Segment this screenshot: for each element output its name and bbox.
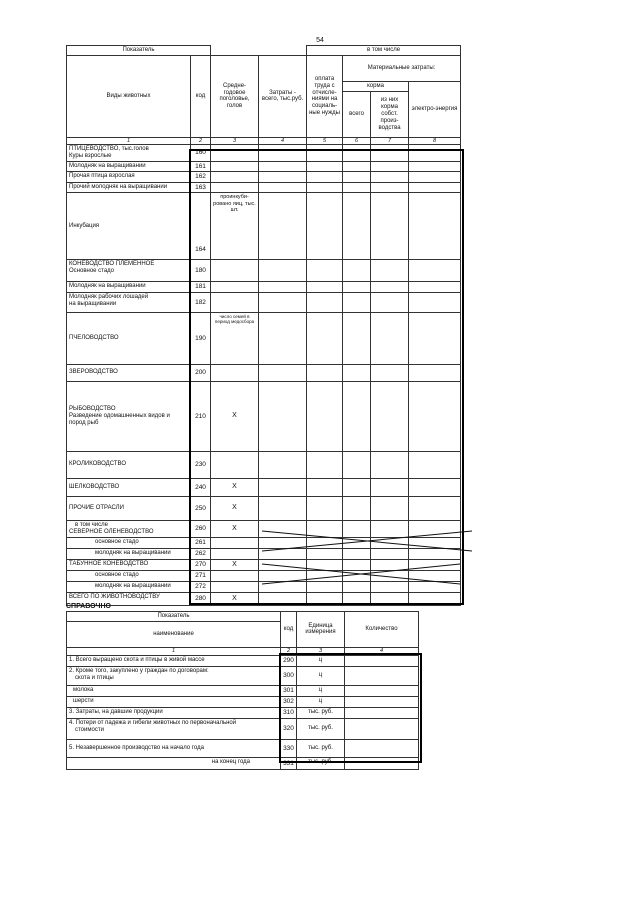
including-header: в том числе <box>307 46 461 56</box>
row-label: Молодняк на выращивании <box>67 161 191 171</box>
indicator-header: Показатель <box>67 46 211 56</box>
table-row <box>67 312 461 364</box>
labor-header: оплата труда с отчисле-ниями на социаль-ные нужды <box>307 55 343 137</box>
row-unit: тыс. руб. <box>297 718 345 739</box>
row-unit: тыс. руб. <box>297 707 345 718</box>
row-code: 271 <box>191 570 211 581</box>
costs-total-header: Затраты - всего, тыс.руб. <box>259 55 307 137</box>
row-label: ПТИЦЕВОДСТВО, тыс.голов Куры взрослые <box>67 145 191 162</box>
row-label: ЗВЕРОВОДСТВО <box>67 364 191 381</box>
row-label: 4. Потери от падежа и гибели животных по первоначальной стоимости <box>67 718 281 739</box>
row-code: 330 <box>281 739 297 757</box>
table-row <box>67 592 461 605</box>
row-code: 260 <box>191 520 211 537</box>
row-code: 162 <box>191 172 211 182</box>
table-row <box>67 496 461 520</box>
x-mark: X <box>211 520 259 537</box>
col-number: 2 <box>191 137 211 144</box>
row-code: 210 <box>191 381 211 451</box>
row-label: ПРОЧИЕ ОТРАСЛИ <box>67 496 191 520</box>
row-code: 302 <box>281 696 297 707</box>
table-row <box>67 478 461 496</box>
page-number: 54 <box>316 37 324 44</box>
x-mark: X <box>211 478 259 496</box>
row-code: 310 <box>281 707 297 718</box>
row-unit: ц <box>297 655 345 666</box>
row-code: 181 <box>191 282 211 292</box>
row-unit: ц <box>297 696 345 707</box>
table-row <box>67 364 461 381</box>
row-label: ВСЕГО ПО ЖИВОТНОВОДСТВУ <box>67 592 191 605</box>
col-number: 4 <box>259 137 307 144</box>
x-mark: X <box>211 381 259 451</box>
row-label: основное стадо <box>67 570 191 581</box>
x-mark: X <box>211 496 259 520</box>
row-label: Молодняк рабочих лошадей на выращивании <box>67 292 191 312</box>
row-label: Прочий молодняк на выращивании <box>67 182 191 192</box>
row-label: молока <box>67 685 281 696</box>
x-mark: X <box>211 559 259 570</box>
table-row <box>67 193 461 260</box>
col-number: 2 <box>281 647 297 655</box>
row-code: 272 <box>191 581 211 592</box>
row-code: 230 <box>191 451 211 478</box>
col-number: 6 <box>343 137 371 144</box>
row-label: ШЕЛКОВОДСТВО <box>67 478 191 496</box>
animal-types-header: Виды животных <box>67 55 191 137</box>
row-code: 262 <box>191 548 211 559</box>
electricity-header: электро-энергия <box>409 81 461 137</box>
feed-total-header: всего <box>343 91 371 137</box>
row-code: 250 <box>191 496 211 520</box>
incubation-note: проинкуби-ровано яиц, тыс. шт. <box>211 193 259 260</box>
row-code: 163 <box>191 182 211 192</box>
table-row <box>67 685 419 696</box>
ref-unit-header: Единица измерения <box>297 612 345 648</box>
table-row <box>67 381 461 451</box>
row-label: 1. Всего выращено скота и птицы в живой массе <box>67 655 281 666</box>
row-label: шерсти <box>67 696 281 707</box>
main-table <box>66 45 461 606</box>
row-label: 5. Незавершенное производство на начало года <box>67 739 281 757</box>
table-row <box>67 145 461 162</box>
row-code: 301 <box>281 685 297 696</box>
row-label: КОНЕВОДСТВО ПЛЕМЕННОЕ Основное стадо <box>67 260 191 282</box>
row-code: 320 <box>281 718 297 739</box>
row-code: 290 <box>281 655 297 666</box>
table-row <box>67 172 461 182</box>
table-row <box>67 655 419 666</box>
row-label: Прочая птица взрослая <box>67 172 191 182</box>
table-row <box>67 718 419 739</box>
table-row <box>67 282 461 292</box>
row-code: 261 <box>191 537 211 548</box>
ref-quantity-header: Количество <box>345 612 419 648</box>
col-number: 1 <box>67 647 281 655</box>
row-unit: ц <box>297 685 345 696</box>
reference-title: СПРАВОЧНО <box>66 603 111 610</box>
col-number: 7 <box>371 137 409 144</box>
row-label: Молодняк на выращивании <box>67 282 191 292</box>
row-code: 161 <box>191 161 211 171</box>
row-code: 280 <box>191 592 211 605</box>
x-mark: X <box>211 592 259 605</box>
row-label: ПЧЕЛОВОДСТВО <box>67 312 191 364</box>
row-code: 164 <box>191 193 211 260</box>
row-code: 331 <box>281 757 297 769</box>
row-unit: тыс. руб. <box>297 757 345 769</box>
col-number: 3 <box>211 137 259 144</box>
col-number: 5 <box>307 137 343 144</box>
row-label: на конец года <box>67 757 281 769</box>
bee-families-note: число семей в период медосбора <box>211 312 259 364</box>
row-label: молодняк на выращивании <box>67 581 191 592</box>
row-code: 160 <box>191 145 211 162</box>
ref-indicator-header: Показатель <box>67 612 281 622</box>
row-label: РЫБОВОДСТВО Разведение одомашненных видов и пород рыб <box>67 381 191 451</box>
table-row <box>67 182 461 192</box>
crossout-mark <box>262 531 472 551</box>
avg-livestock-header: Средне-годовое поголовье, голов <box>211 55 259 137</box>
row-label: 2. Кроме того, закуплено у граждан по договорам: скота и птицы <box>67 666 281 685</box>
code-header: код <box>191 55 211 137</box>
table-row <box>67 666 419 685</box>
row-unit: ц <box>297 666 345 685</box>
ref-code-header: код <box>281 612 297 648</box>
row-label: ТАБУННОЕ КОНЕВОДСТВО <box>67 559 191 570</box>
row-label: КРОЛИКОВОДСТВО <box>67 451 191 478</box>
row-unit: тыс. руб. <box>297 739 345 757</box>
col-number: 1 <box>67 137 191 144</box>
row-code: 200 <box>191 364 211 381</box>
table-row <box>67 451 461 478</box>
row-code: 180 <box>191 260 211 282</box>
table-row <box>67 757 419 769</box>
col-number: 4 <box>345 647 419 655</box>
row-label: в том числе СЕВЕРНОЕ ОЛЕНЕВОДСТВО <box>67 520 191 537</box>
own-feed-header: из них корма собст. произ-водства <box>371 91 409 137</box>
table-row <box>67 260 461 282</box>
reference-table <box>66 611 419 770</box>
row-label: Инкубация <box>67 193 191 260</box>
table-row <box>67 707 419 718</box>
table-row <box>67 292 461 312</box>
row-code: 190 <box>191 312 211 364</box>
col-number: 3 <box>297 647 345 655</box>
table-row <box>67 161 461 171</box>
row-code: 182 <box>191 292 211 312</box>
material-header: Материальные затраты: <box>343 55 461 81</box>
table-row <box>67 739 419 757</box>
crossout-mark <box>262 564 460 584</box>
ref-name-header: наименование <box>67 621 281 647</box>
row-label: молодняк на выращивании <box>67 548 191 559</box>
col-number: 8 <box>409 137 461 144</box>
row-code: 300 <box>281 666 297 685</box>
row-code: 240 <box>191 478 211 496</box>
row-label: 3. Затраты, на давшие продукции <box>67 707 281 718</box>
feed-header: корма <box>343 81 409 91</box>
table-row <box>67 696 419 707</box>
row-code: 270 <box>191 559 211 570</box>
row-label: основное стадо <box>67 537 191 548</box>
